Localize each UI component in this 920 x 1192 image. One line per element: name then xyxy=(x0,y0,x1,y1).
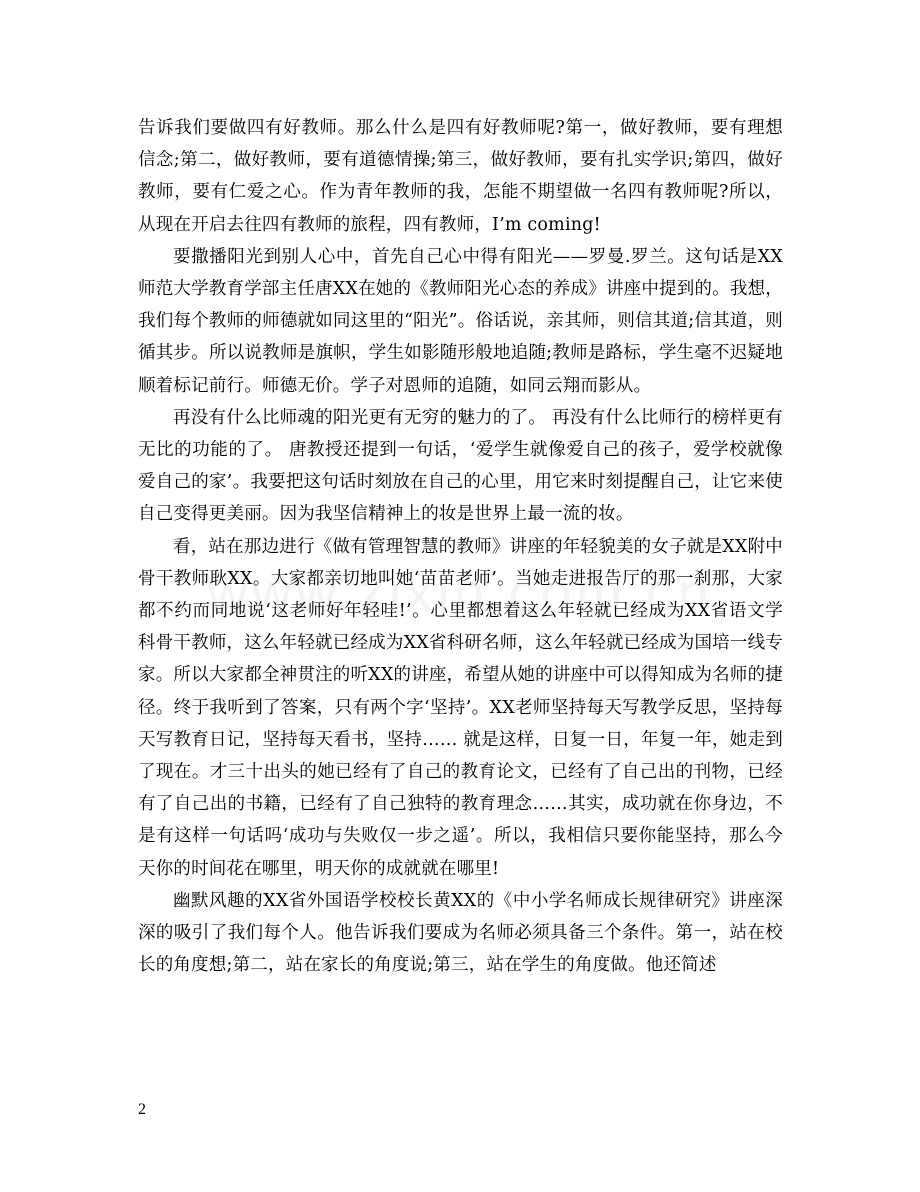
document-body xyxy=(138,112,783,981)
paragraph-principal-lecture: 幽默风趣的XX省外国语学校校长黄XX的《中小学名师成长规律研究》讲座深深的吸引了我们每个人。他告诉我们要成为名师必须具备三个条件。第一，站在校长的角度想;第二，站在家长的角度说;第三，站在学生的角度做。他还简述 xyxy=(138,890,783,976)
paragraph-teacher-soul: 再没有什么比师魂的阳光更有无穷的魅力的了。 再没有什么比师行的榜样更有无比的功能的了。 唐教授还提到一句话，‘爱学生就像爱自己的孩子，爱学校就像爱自己的家’。我要把这句话时刻放在自己的心里，用它来时刻提醒自己，让它来使自己变得更美丽。因为我坚信精神上的妆是世界上最一流的妆。 xyxy=(138,407,783,525)
paragraph-sunshine-lecture: 要撒播阳光到别人心中，首先自己心中得有阳光——罗曼.罗兰。这句话是XX师范大学教育学部主任唐XX在她的《教师阳光心态的养成》讲座中提到的。我想，我们每个教师的师德就如同这里的“阳光”。俗话说，亲其师，则信其道;信其道，则循其步。所以说教师是旗帜，学生如影随形般地追随;教师是路标，学生毫不迟疑地顺着标记前行。师德无价。学子对恩师的追随，如同云翔而影从。 xyxy=(138,246,783,396)
page-number: 2 xyxy=(138,1101,146,1118)
paragraph-persistence: 看，站在那边进行《做有管理智慧的教师》讲座的年轻貌美的女子就是XX附中骨干教师耿XX。大家都亲切地叫她‘苗苗老师’。当她走进报告厅的那一刹那，大家都不约而同地说‘这老师好年轻哇!’。心里都想着这么年轻就已经成为XX省语文学科骨干教师，这么年轻就已经成为XX省科研名师，这么年轻就已经成为国培一线专家。所以大家都全神贯注的听XX的讲座，希望从她的讲座中可以得知成为名师的捷径。终于我听到了答案，只有两个字‘坚持’。XX老师坚持每天写教学反思，坚持每天写教育日记，坚持每天看书，坚持…… 就是这样，日复一日，年复一年，她走到了现在。才三十出头的她已经有了自己的教育论文，已经有了自己出的刊物，已经有了自己出的书籍，已经有了自己独特的教育理念……其实，成功就在你身边，不是有这样一句话吗‘成功与失败仅一步之遥’。所以，我相信只要你能坚持，那么今天你的时间花在哪里，明天你的成就就在哪里! xyxy=(138,536,783,879)
paragraph-four-good-teachers: 告诉我们要做四有好教师。那么什么是四有好教师呢?第一，做好教师，要有理想信念;第二，做好教师，要有道德情操;第三，做好教师，要有扎实学识;第四，做好教师，要有仁爱之心。作为青年教师的我，怎能不期望做一名四有教师呢?所以，从现在开启去往四有教师的旅程，四有教师，I’m coming! xyxy=(138,118,783,235)
